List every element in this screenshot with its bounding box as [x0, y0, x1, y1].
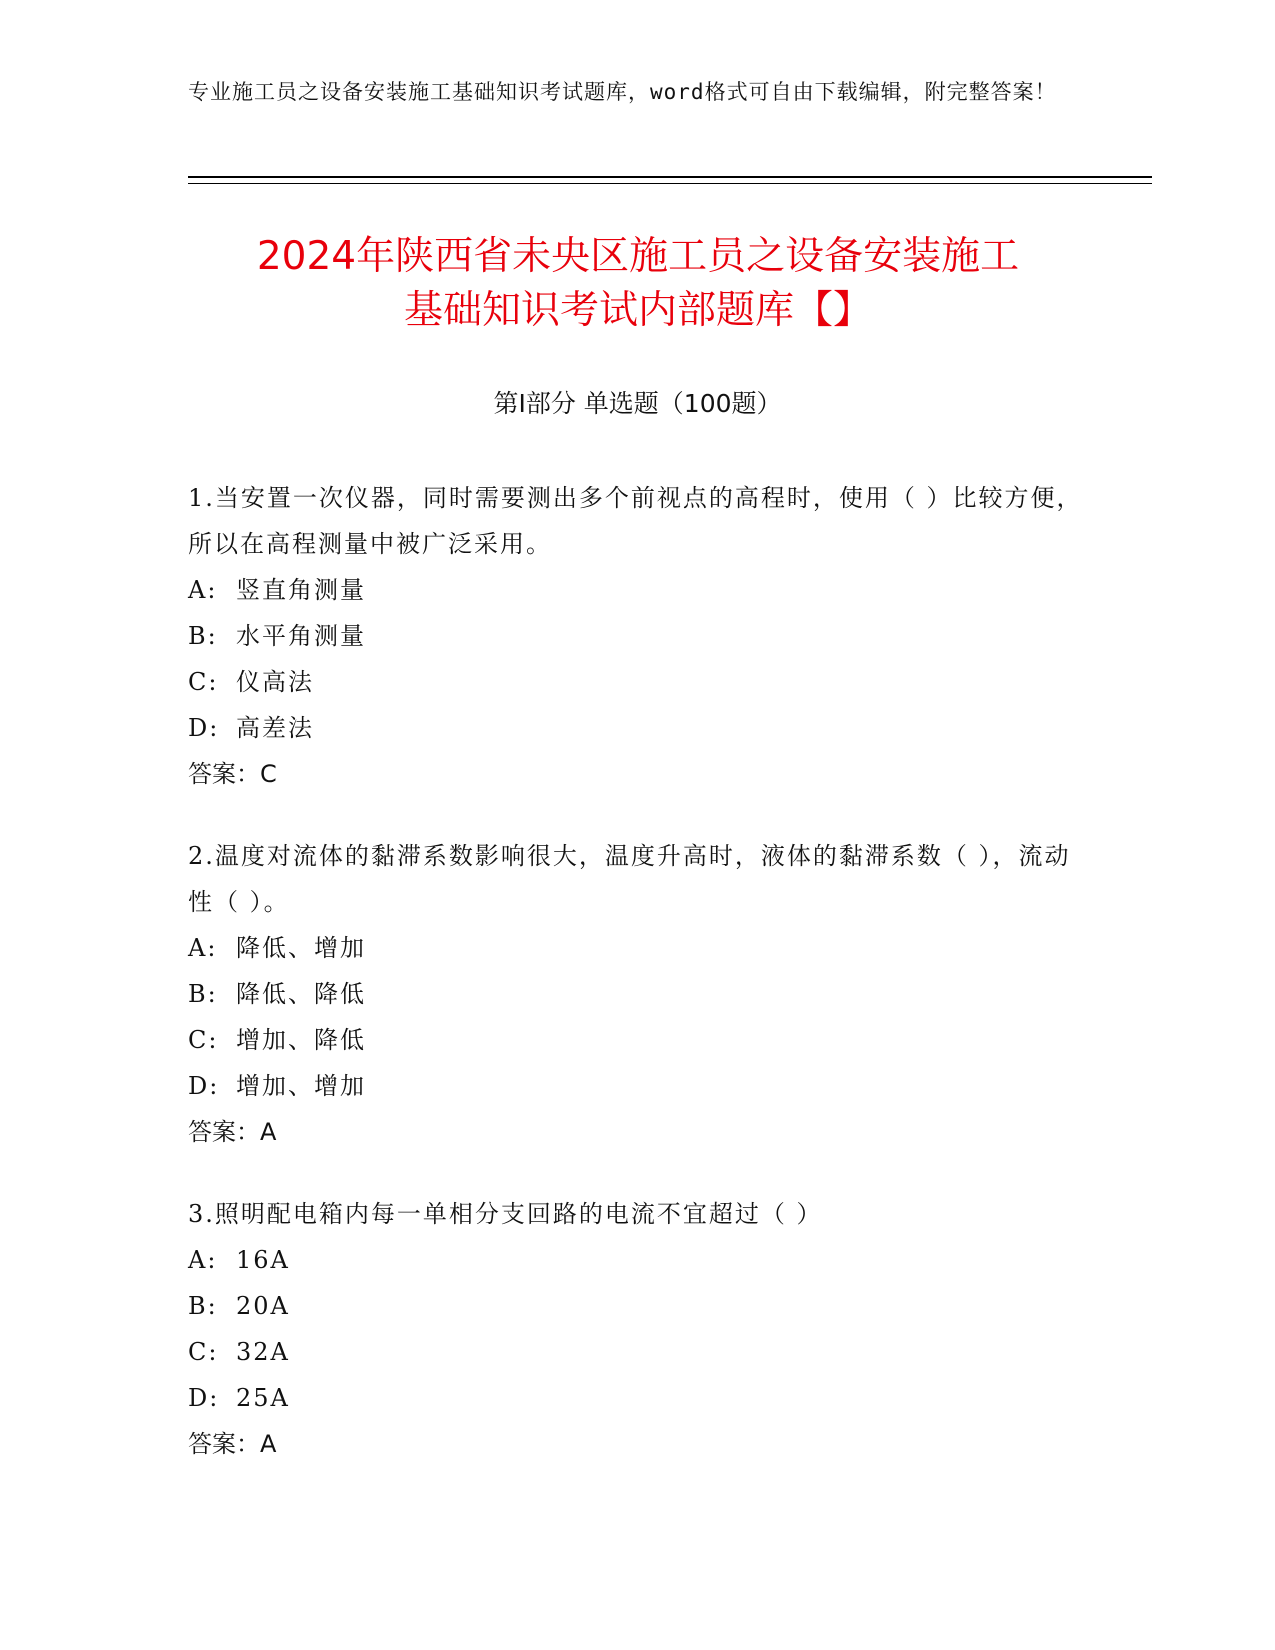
question-stem: 3.照明配电箱内每一单相分支回路的电流不宜超过（ ）	[188, 1200, 823, 1228]
option-letter: D:	[188, 1072, 220, 1100]
option-c	[188, 1329, 1088, 1375]
option-text: 高差法	[236, 714, 314, 742]
question-stem: 2.温度对流体的黏滞系数影响很大，温度升高时，液体的黏滞系数（ ），流动性（ ）。	[188, 842, 1071, 916]
document-title-line-1: 2024年陕西省未央区施工员之设备安装施工	[256, 234, 1020, 279]
option-a	[188, 567, 1088, 613]
option-letter: A:	[188, 1246, 218, 1274]
option-letter: A:	[188, 576, 218, 604]
option-letter: B:	[188, 1292, 218, 1320]
option-text: 25A	[236, 1384, 290, 1412]
option-letter: B:	[188, 622, 218, 650]
option-text: 16A	[236, 1246, 290, 1274]
answer-line: 答案：A	[188, 1430, 277, 1458]
option-letter: D:	[188, 714, 220, 742]
answer-line: 答案：A	[188, 1118, 277, 1146]
question-list	[188, 475, 1088, 1503]
question-2	[188, 833, 1088, 1155]
document-title	[188, 230, 1088, 338]
header-note: 专业施工员之设备安装施工基础知识考试题库，word格式可自由下载编辑，附完整答案！	[188, 80, 1057, 104]
option-text: 增加、降低	[236, 1026, 366, 1054]
option-letter: A:	[188, 934, 218, 962]
header-divider-thick	[188, 176, 1152, 178]
option-letter: C:	[188, 1026, 219, 1054]
section-heading: 第Ⅰ部分 单选题（100题）	[493, 389, 782, 418]
question-3	[188, 1191, 1088, 1467]
document-title-line-2: 基础知识考试内部题库【】	[403, 288, 872, 333]
option-a	[188, 925, 1088, 971]
option-letter: D:	[188, 1384, 220, 1412]
option-text: 增加、增加	[236, 1072, 366, 1100]
header-divider-thin	[188, 183, 1152, 184]
option-letter: C:	[188, 668, 219, 696]
option-c	[188, 1017, 1088, 1063]
option-text: 32A	[236, 1338, 290, 1366]
option-letter: C:	[188, 1338, 219, 1366]
question-stem: 1.当安置一次仪器，同时需要测出多个前视点的高程时，使用（ ）比较方便，所以在高程测量中被广泛采用。	[188, 484, 1083, 558]
answer-line: 答案：C	[188, 760, 277, 788]
option-b	[188, 971, 1088, 1017]
option-letter: B:	[188, 980, 218, 1008]
option-text: 水平角测量	[236, 622, 366, 650]
option-text: 20A	[236, 1292, 290, 1320]
option-d	[188, 705, 1088, 751]
option-text: 降低、增加	[236, 934, 366, 962]
option-text: 仪高法	[236, 668, 314, 696]
option-b	[188, 1283, 1088, 1329]
option-c	[188, 659, 1088, 705]
option-d	[188, 1375, 1088, 1421]
option-b	[188, 613, 1088, 659]
option-a	[188, 1237, 1088, 1283]
option-text: 竖直角测量	[236, 576, 366, 604]
question-1	[188, 475, 1088, 797]
option-text: 降低、降低	[236, 980, 366, 1008]
option-d	[188, 1063, 1088, 1109]
